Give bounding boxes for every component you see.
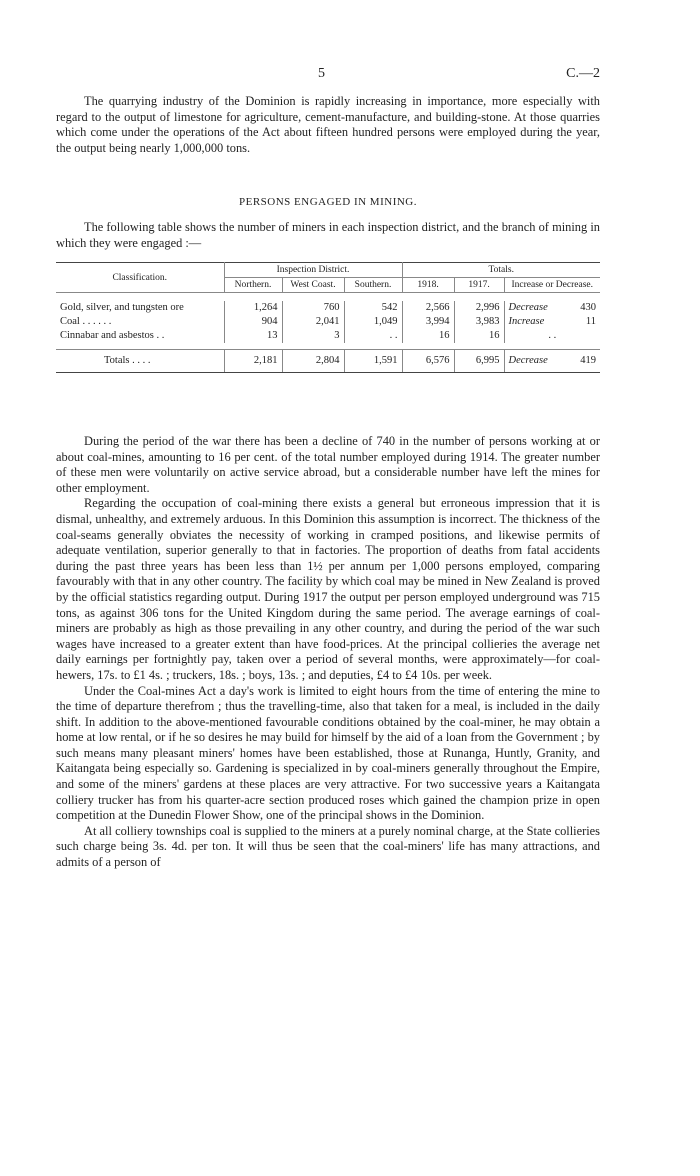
table-row [56,301,600,315]
header-1918: 1918. [402,278,454,293]
war-decline-paragraph: During the period of the war there has been a decline of 740 in the number of persons working at or about coal-mines, amounting to 16 per cent. of the total number employed during 1914. The greater number of these men were voluntarily on active service abroad, but a considerable number have left the mines for other employment. [56,434,600,495]
cell-1917: 16 [454,329,504,343]
occupation-paragraph: Regarding the occupation of coal-mining there exists a general but erroneous impression that it is dismal, unhealthy, and extremely arduous. In this Dominion this assumption is incorrect. The thickness of the coal-seams generally obviates the necessity of working in cramped positions, and likewise permits of adequate ventilation, superior generally to that in factories. The proportion of deaths from fatal accidents during the past three years has been less than 1½ per annum per 1,000 persons employed, comparing favourably with that in any other country. The facility by which coal may be mined in New Zealand is proved by the official statistics regarding output. During 1917 the output per person employed underground was 715 tons, as against 306 tons for the United Kingdom during the same period. The average earnings of coal-miners are probably as high as those prevailing in any other country, and during the period of the war such wages have increased to a greater extent than have food-prices. At the principal collieries the average net daily earnings per fortnightly pay, taken over a period of several months, were approximately—for coal-hewers, 17s. to £1 4s. ; truckers, 18s. ; boys, 13s. ; and deputies, £4 to £4 10s. per week. [56,496,600,682]
cell-southern: 1,049 [344,315,402,329]
cell-1917: 3,983 [454,315,504,329]
miners-table-container [56,262,600,373]
colliery-townships-paragraph: At all colliery townships coal is supplied to the miners at a purely nominal charge, at the State collieries such charge being 3s. 4d. per ton. It will thus be seen that the coal-miners' life has many attractions, and admits of a person of [56,823,600,870]
totals-row [56,350,600,373]
header-west-coast: West Coast. [282,278,344,293]
cell-west-coast: 2,804 [282,350,344,373]
cell-west-coast: 760 [282,301,344,315]
header-inspection-district: Inspection District. [224,263,402,278]
cell-change [504,329,600,343]
header-totals: Totals. [402,263,600,278]
cell-1917: 6,995 [454,350,504,373]
cell-1918: 6,576 [402,350,454,373]
row-label: Totals . . . . [56,350,224,373]
table-row [56,315,600,329]
cell-1917: 2,996 [454,301,504,315]
quarrying-paragraph: The quarrying industry of the Dominion is rapidly increasing in importance, more especially with regard to the output of limestone for agriculture, cement-manufacture, and building-stone. At those quarries which come under the operations of the Act about fifteen hundred persons were employed during the year, the output being nearly 1,000,000 tons. [56,94,600,155]
cell-change [504,301,600,315]
body-text [56,434,600,871]
header-increase-decrease: Increase or Decrease. [504,278,600,293]
cell-west-coast: 2,041 [282,315,344,329]
row-label: Cinnabar and asbestos . . [60,330,165,341]
change-value: . . [548,330,557,341]
change-word: Decrease [508,355,548,366]
page-header [56,66,600,86]
row-label: Coal . . . . . . [60,316,112,327]
header-southern: Southern. [344,278,402,293]
change-word: Decrease [508,302,548,313]
page-number: 5 [318,66,325,81]
miners-table [56,262,600,373]
document-reference: C.—2 [566,66,600,81]
table-intro-paragraph: The following table shows the number of miners in each inspection district, and the branch of mining in which they were engaged :— [56,220,600,250]
cell-southern: . . [344,329,402,343]
cell-northern: 904 [224,315,282,329]
cell-southern: 542 [344,301,402,315]
change-value: 430 [580,302,596,313]
change-value: 11 [585,316,596,327]
section-heading: PERSONS ENGAGED IN MINING. [239,196,417,208]
cell-change [504,350,600,373]
cell-1918: 2,566 [402,301,454,315]
cell-southern: 1,591 [344,350,402,373]
row-label: Gold, silver, and tungsten ore [60,302,184,313]
header-northern: Northern. [224,278,282,293]
cell-northern: 1,264 [224,301,282,315]
coal-mines-act-paragraph: Under the Coal-mines Act a day's work is limited to eight hours from the time of entering the mine to the time of departure therefrom ; thus the travelling-time, also that taken for a meal, is included in the daily shift. In addition to the above-mentioned favourable conditions obtained by the coal-miner, he may obtain a home at low rental, or if he so desires he may build for himself by the aid of a loan from the Government ; by such means many pleasant miners' homes have been established, those at Runanga, Huntly, Granity, and Kaitangata being especially so. Gardening is specialized in by coal-miners generally throughout the Empire, and some of the miners' gardens at these places are very attractive. For two successive years a Kaitangata colliery trucker has from his quarter-acre section produced roses which gained the champion prize in open competition at the Dunedin Flower Show, one of the principal shows in the Dominion. [56,683,600,823]
cell-change [504,315,600,329]
header-1917: 1917. [454,278,504,293]
cell-west-coast: 3 [282,329,344,343]
table-row [56,329,600,343]
change-value: 419 [580,355,596,366]
cell-1918: 16 [402,329,454,343]
change-word: Increase [508,316,545,327]
cell-northern: 13 [224,329,282,343]
header-classification: Classification. [112,272,168,283]
cell-northern: 2,181 [224,350,282,373]
cell-1918: 3,994 [402,315,454,329]
